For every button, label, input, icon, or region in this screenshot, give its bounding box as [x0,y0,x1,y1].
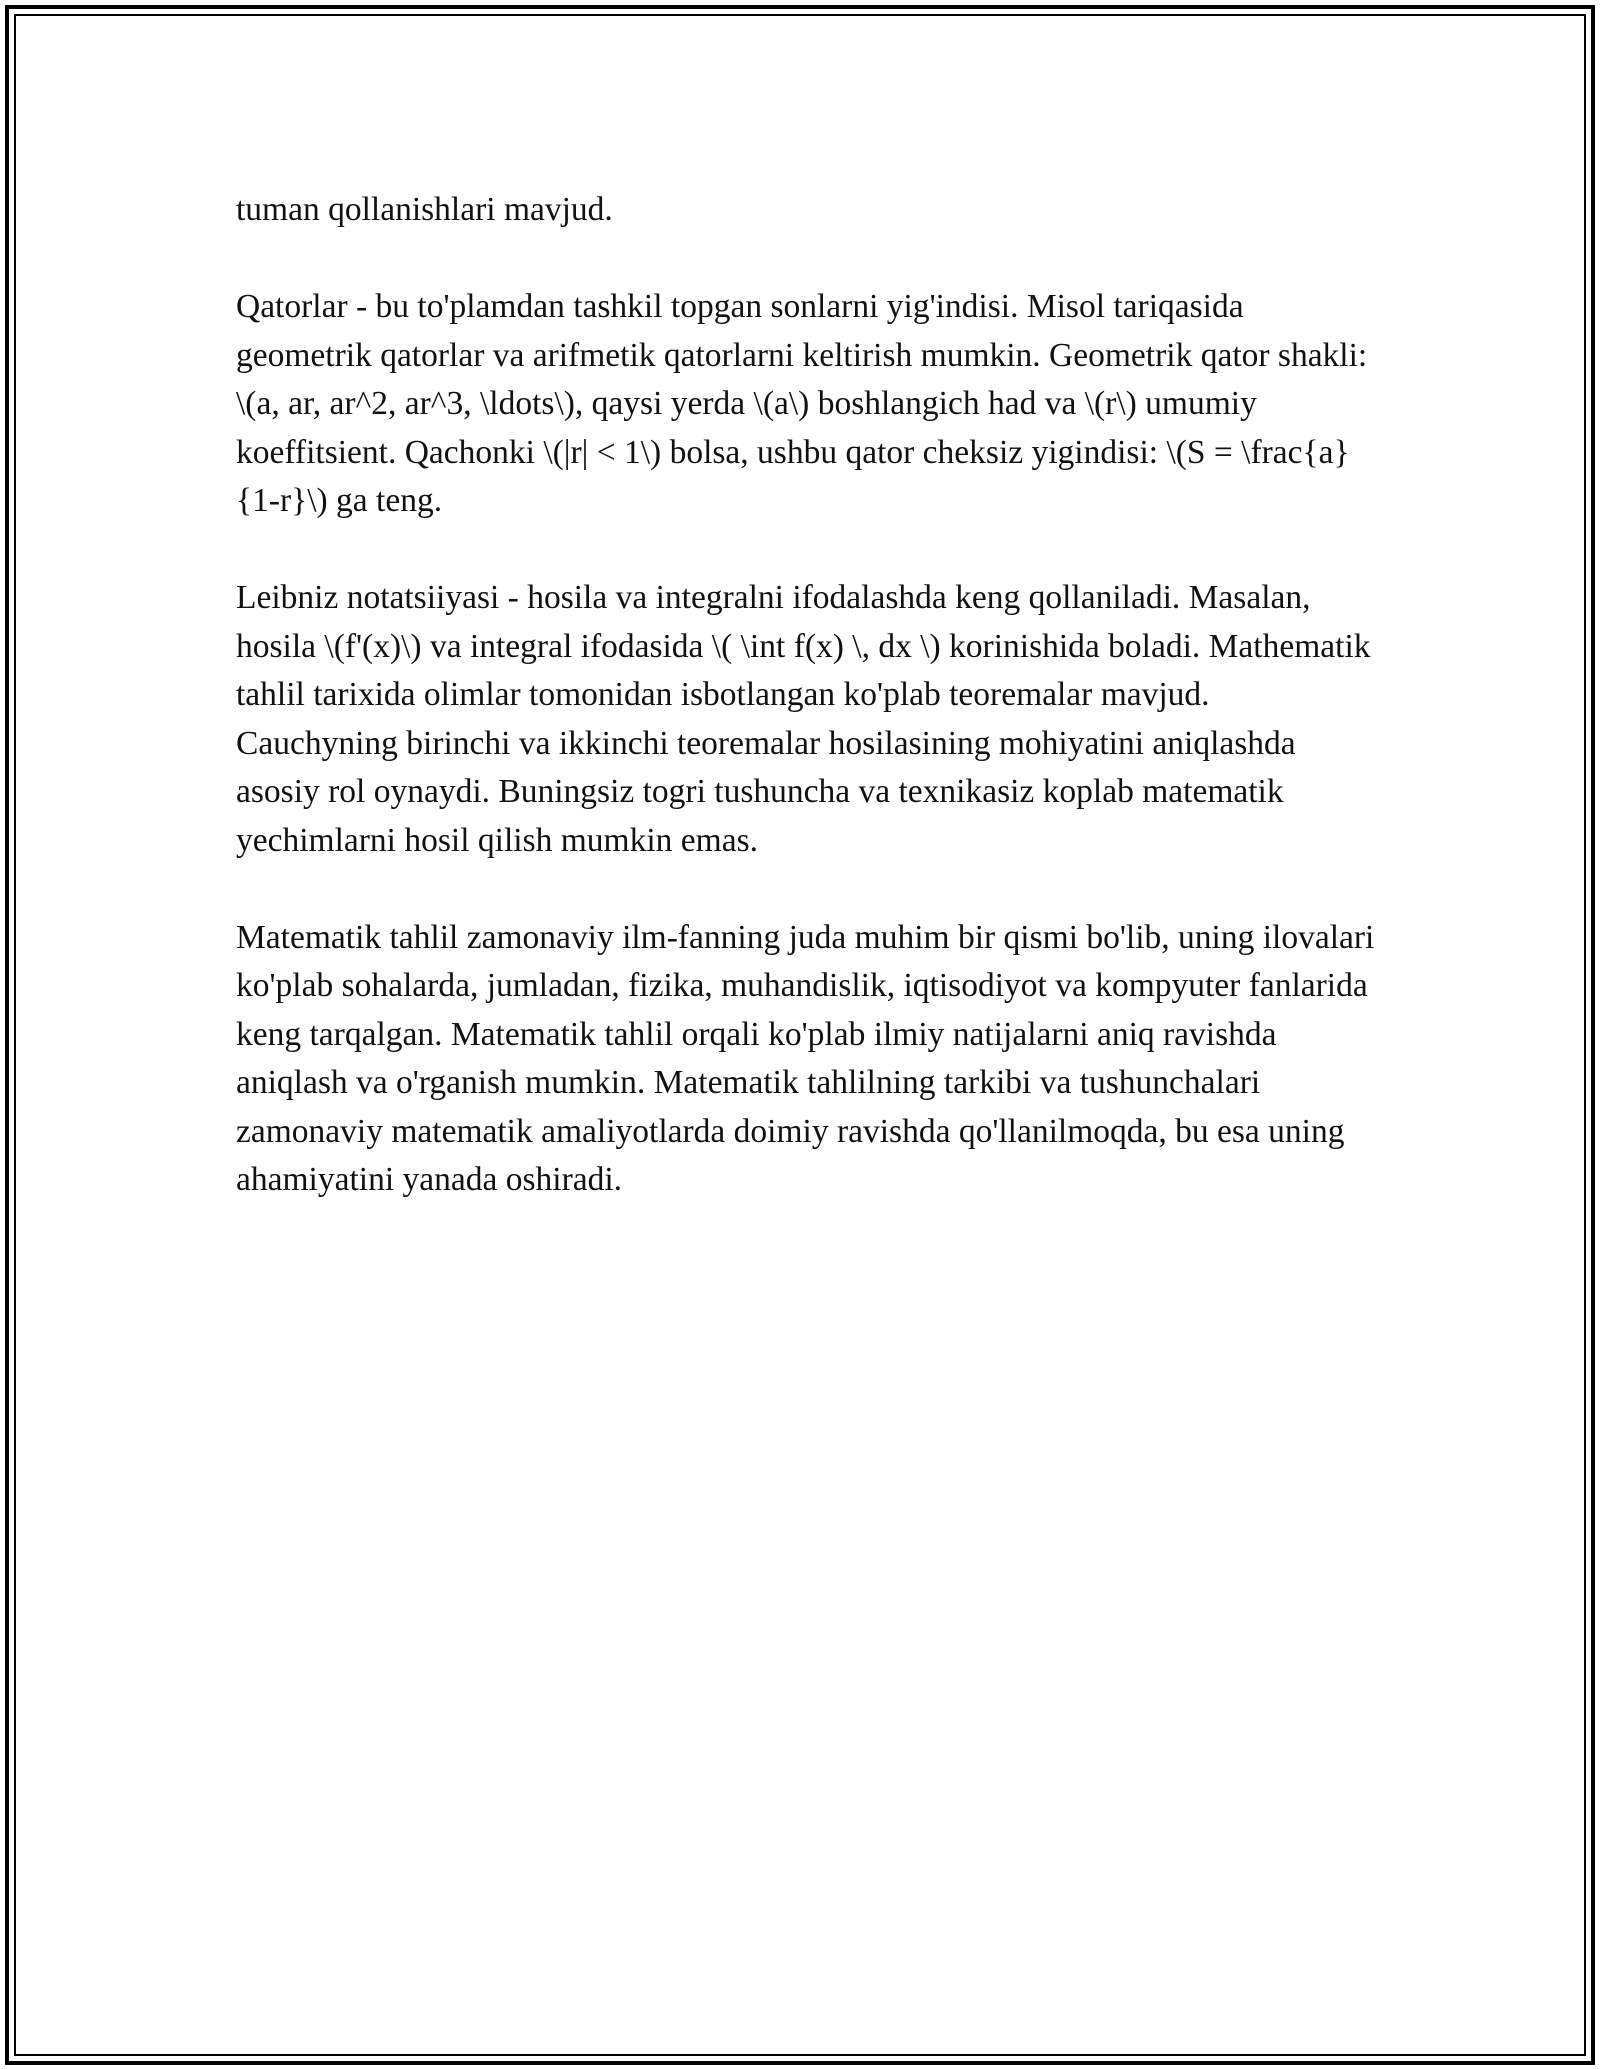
paragraph-leibniz-notation: Leibniz notatsiiyasi - hosila va integralni ifodalashda keng qollaniladi. Masalan, hosila \(f'(x)\) va integral ifodasida \( \int f(x) \, dx \) korinishida boladi. Mathematik tahlil tarixida olimlar tomonidan isbotlangan ko'plab teoremalar mavjud. Cauchyning birinchi va ikkinchi teoremalar hosilasining mohiyatini aniqlashda asosiy rol oynaydi. Buningsiz togri tushuncha va texnikasiz koplab matematik yechimlarni hosil qilish mumkin emas. [236,579,1371,859]
document-body [236,186,1376,1253]
paragraph-continuation: tuman qollanishlari mavjud. [236,191,613,228]
paragraph-applications: Matematik tahlil zamonaviy ilm-fanning juda muhim bir qismi bo'lib, uning ilovalari ko'plab sohalarda, jumladan, fizika, muhandislik, iqtisodiyot va kompyuter fanlarida keng tarqalgan. Matematik tahlil orqali ko'plab ilmiy natijalarni aniq ravishda aniqlash va o'rganish mumkin. Matematik tahlilning tarkibi va tushunchalari zamonaviy matematik amaliyotlarda doimiy ravishda qo'llanilmoqda, bu esa uning ahamiyatini yanada oshiradi. [236,918,1375,1198]
paragraph-series: Qatorlar - bu to'plamdan tashkil topgan sonlarni yig'indisi. Misol tariqasida geometrik qatorlar va arifmetik qatorlarni keltirish mumkin. Geometrik qator shakli: \(a, ar, ar^2, ar^3, \ldots\), qaysi yerda \(a\) boshlangich had va \(r\) umumiy koeffitsient. Qachonki \(|r| < 1\) bolsa, ushbu qator cheksiz yigindisi: \(S = \frac{a}{1-r}\) ga teng. [236,288,1368,519]
